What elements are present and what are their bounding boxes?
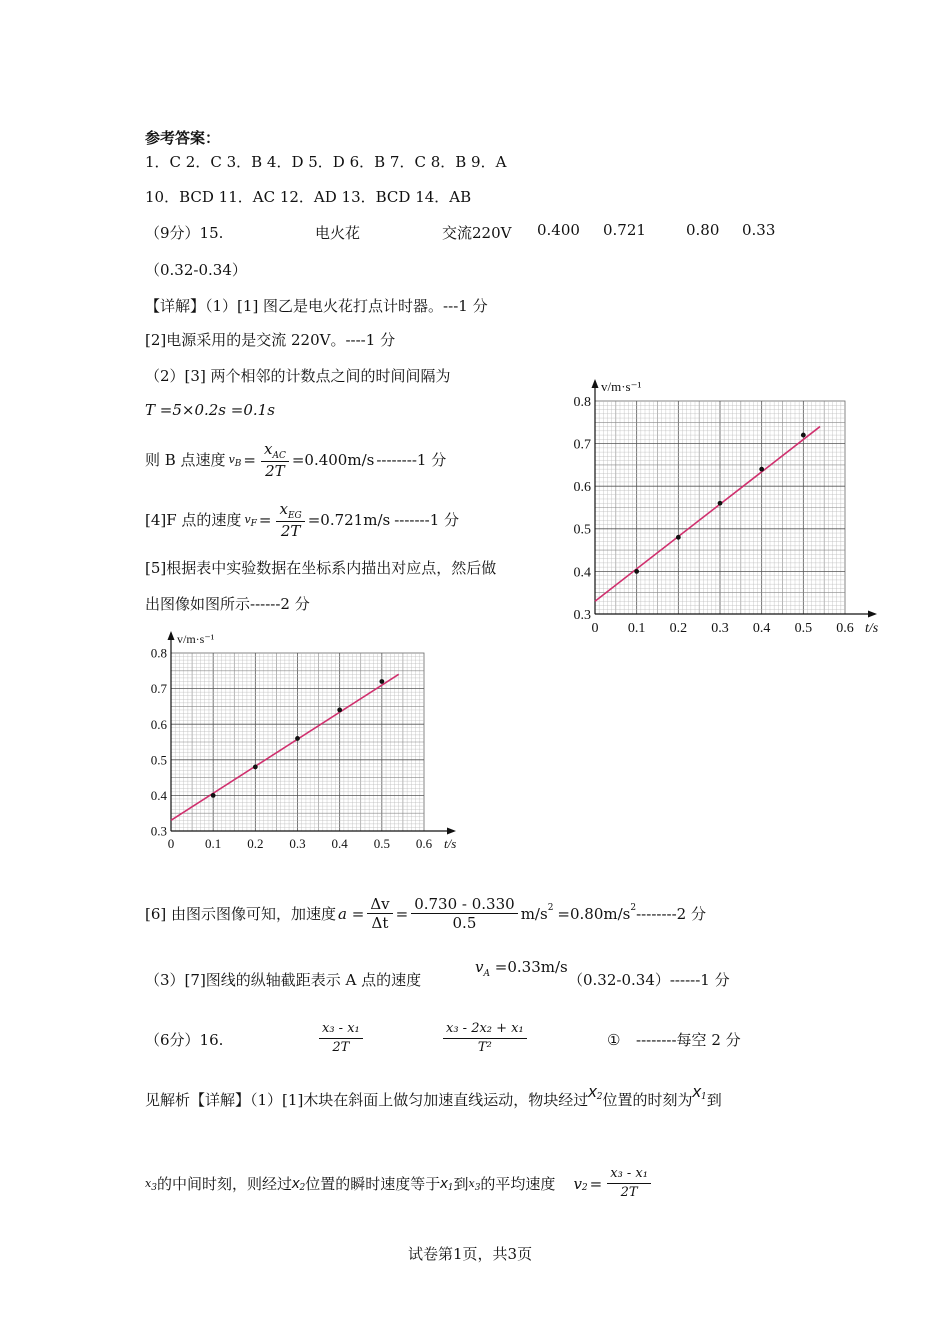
q15-detail-3: （2）[3] 两个相邻的计数点之间的时间间隔为 [145,367,451,385]
q15-detail-5b: 出图像如图所示------2 分 [145,595,310,613]
q16-f1-numerator: x₃ - x₁ [319,1020,363,1039]
f-velocity-subscript: F [250,519,257,529]
acc-unit: m/s [520,904,548,923]
va-subscript: A [483,969,490,979]
y-tick-label: 0.3 [573,607,591,623]
f-denominator: 2T [280,522,301,540]
q15-range: （0.32-0.34） [145,261,247,279]
x-tick-label: 0.1 [627,621,646,636]
q16-line2d: 的平均速度 [480,1174,556,1193]
q16-line2a: 的中间时刻，则经过 [156,1174,292,1193]
answer-line-2: 10．BCD 11．AC 12．AD 13．BCD 14．AB [145,188,472,206]
y-tick-label: 0.7 [573,437,591,453]
data-point [337,708,342,713]
q15-detail-2: [2]电源采用的是交流 220V。----1 分 [145,331,396,349]
b-numerator: x [263,440,273,458]
x-tick-label: 0.1 [205,836,222,851]
x-tick-label: 0.6 [415,836,433,851]
va-equation [475,957,568,980]
x-tick-label: 0.3 [289,836,306,851]
q16-label: （6分）16. [145,1031,224,1049]
y-tick-label: 0.6 [573,480,591,496]
f-velocity-prefix: [4]F 点的速度 [145,511,242,529]
q15-detail-5a: [5]根据表中实验数据在坐标系内描出对应点，然后做 [145,559,497,577]
f-velocity-symbol: v [244,513,251,526]
y-tick-label: 0.4 [150,787,167,803]
q16-detail-line-2: x 3 的中间时刻，则经过 x 2 位置的瞬时速度等于 x 1 到 x 3 的平均速度 v 2 = $\frac{\text{x₃ - x₁}}{2T}$ [145,1165,654,1202]
f-velocity-equation: [4]F 点的速度 v F = $\frac{x_{EG}}{2T}$ =0.721m/s -------1 分 [145,500,460,540]
x-tick-label: 0.4 [752,621,771,636]
f-velocity-fraction [276,500,304,540]
y-tick-label: 0.6 [150,716,167,732]
period-equation: T =5×0.2s =0.1s [145,401,275,419]
b-velocity-result: =0.400m/s [291,451,375,469]
x3-subscript: 3 [151,1182,157,1193]
y-tick-label: 0.3 [150,823,167,839]
data-point [253,765,258,770]
y-tick-label: 0.5 [150,752,167,768]
data-point [295,736,300,741]
acc-numerator-2: 0.730 - 0.330 [411,895,518,914]
q16-mid-1: 位置的时刻为 [602,1091,693,1109]
x-tick-label: 0.4 [331,836,348,851]
b-numerator-subscript: AC [272,451,286,461]
x2-symbol: x [588,1082,597,1101]
q16-line2b: 位置的瞬时速度等于 [305,1174,441,1193]
q16-score: --------每空 2 分 [636,1031,741,1049]
y-axis-arrow [168,631,175,640]
q7-range: （0.32-0.34）------1 分 [568,971,730,989]
x-tick-label: 0.2 [669,621,688,636]
b-denominator: 2T [265,462,285,480]
y-axis-arrow [592,379,599,388]
q16-f2-numerator: x₃ - 2x₂ + x₁ [443,1020,527,1039]
y-axis-label: v/m·s⁻¹ [177,632,215,646]
velocity-time-chart-left [140,622,470,854]
data-point [379,679,384,684]
q16-fraction-1 [316,1020,366,1057]
data-point [211,793,216,798]
x-tick-label: 0 [167,836,175,851]
va-symbol: v [475,958,484,976]
q16-circle-answer: ① [607,1031,621,1049]
q15-answer-3: 0.400 [537,221,580,239]
y-tick-label: 0.4 [573,565,591,581]
q15-answer-6: 0.33 [742,221,776,239]
acc-denominator-1: Δt [371,914,389,932]
q16-detail-line-1 [145,1082,722,1113]
q16-to: 到 [706,1091,722,1109]
x-tick-label: 0.5 [373,836,390,851]
v2-symbol: v [573,1174,582,1193]
f-velocity-result: =0.721m/s [307,511,391,529]
q7-text: （3）[7]图线的纵轴截距表示 A 点的速度 [145,971,422,989]
b-velocity-equation: 则 B 点速度 v B = $\frac{x_{AC}}{2T}$ =0.400m/s --------1 分 [145,440,447,480]
x-tick-label: 0.2 [247,836,264,851]
b-velocity-prefix: 则 B 点速度 [145,451,226,469]
q16-fraction-2 [440,1020,530,1057]
acc-result: =0.80m/s [557,904,631,923]
x-axis-label: t/s [444,836,457,851]
f-numerator: x [279,500,288,518]
q15-answer-4: 0.721 [603,221,646,239]
y-axis-label: v/m·s⁻¹ [601,379,642,394]
x1-symbol: x [692,1082,702,1101]
acceleration-prefix: [6] 由图示图像可知，加速度 [145,904,337,923]
x3-symbol: x [145,1176,152,1190]
v2-denominator: 2T [620,1185,638,1200]
velocity-time-chart-right [560,368,890,638]
q16-detail-1: 见解析【详解】（1）[1]木块在斜面上做匀加速直线运动，物块经过 [145,1091,589,1109]
q16-line2c: 到 [453,1174,469,1193]
q15-answer-1: 电火花 [315,224,361,242]
x-tick-label: 0.5 [794,621,813,636]
x-tick-label: 0.6 [836,621,854,636]
y-tick-label: 0.7 [150,681,167,697]
va-result: =0.33m/s [494,958,568,976]
data-point [634,569,639,574]
data-point [801,433,806,438]
data-point [759,467,764,472]
b-velocity-score: --------1 分 [376,451,447,469]
acceleration-equation: [6] 由图示图像可知，加速度 a = $\frac{\Delta v}{\Delta t}$ = $\frac{0.730 - 0.330}{0.5}$ m/s 2 =0.80m/s 2 --------2 分 [145,895,706,932]
data-point [718,501,723,506]
y-tick-label: 0.8 [573,394,591,410]
y-tick-label: 0.8 [150,645,167,661]
b-velocity-subscript: B [234,459,242,469]
answer-line-1: 1．C 2．C 3．B 4．D 5．D 6．B 7．C 8．B 9．A [145,153,507,171]
q15-answer-5: 0.80 [686,221,720,239]
acc-denominator-2: 0.5 [452,914,477,932]
q16-f1-denominator: 2T [332,1040,350,1055]
q15-detail-1: 【详解】（1）[1] 图乙是电火花打点计时器。---1 分 [145,297,488,315]
q15-answer-2: 交流220V [442,224,512,242]
b-velocity-symbol: v [228,453,235,466]
x-axis-arrow [868,611,877,618]
v2-numerator: x₃ - x₁ [607,1165,651,1184]
x1-subscript: 1 [701,1092,707,1102]
x-axis-label: t/s [865,621,879,636]
y-tick-label: 0.5 [573,522,591,538]
f-numerator-subscript: EG [287,511,302,521]
x-tick-label: 0 [591,621,599,636]
f-velocity-score: -------1 分 [394,511,460,529]
b-velocity-fraction [261,440,289,480]
page-title: 参考答案： [145,129,221,147]
data-point [676,535,681,540]
x-axis-arrow [447,828,456,835]
page-footer: 试卷第1页，共3页 [408,1245,533,1263]
acc-numerator-1: Δv [367,895,392,914]
x2-subscript: 2 [596,1092,603,1102]
q16-f2-denominator: T² [477,1040,492,1055]
q15-label: （9分）15. [145,224,224,242]
v2-subscript: 2 [581,1182,588,1193]
x-tick-label: 0.3 [711,621,729,636]
acceleration-symbol: a = [338,904,365,923]
acc-score: --------2 分 [636,904,706,923]
acc-unit-sup: 2 [547,902,554,913]
